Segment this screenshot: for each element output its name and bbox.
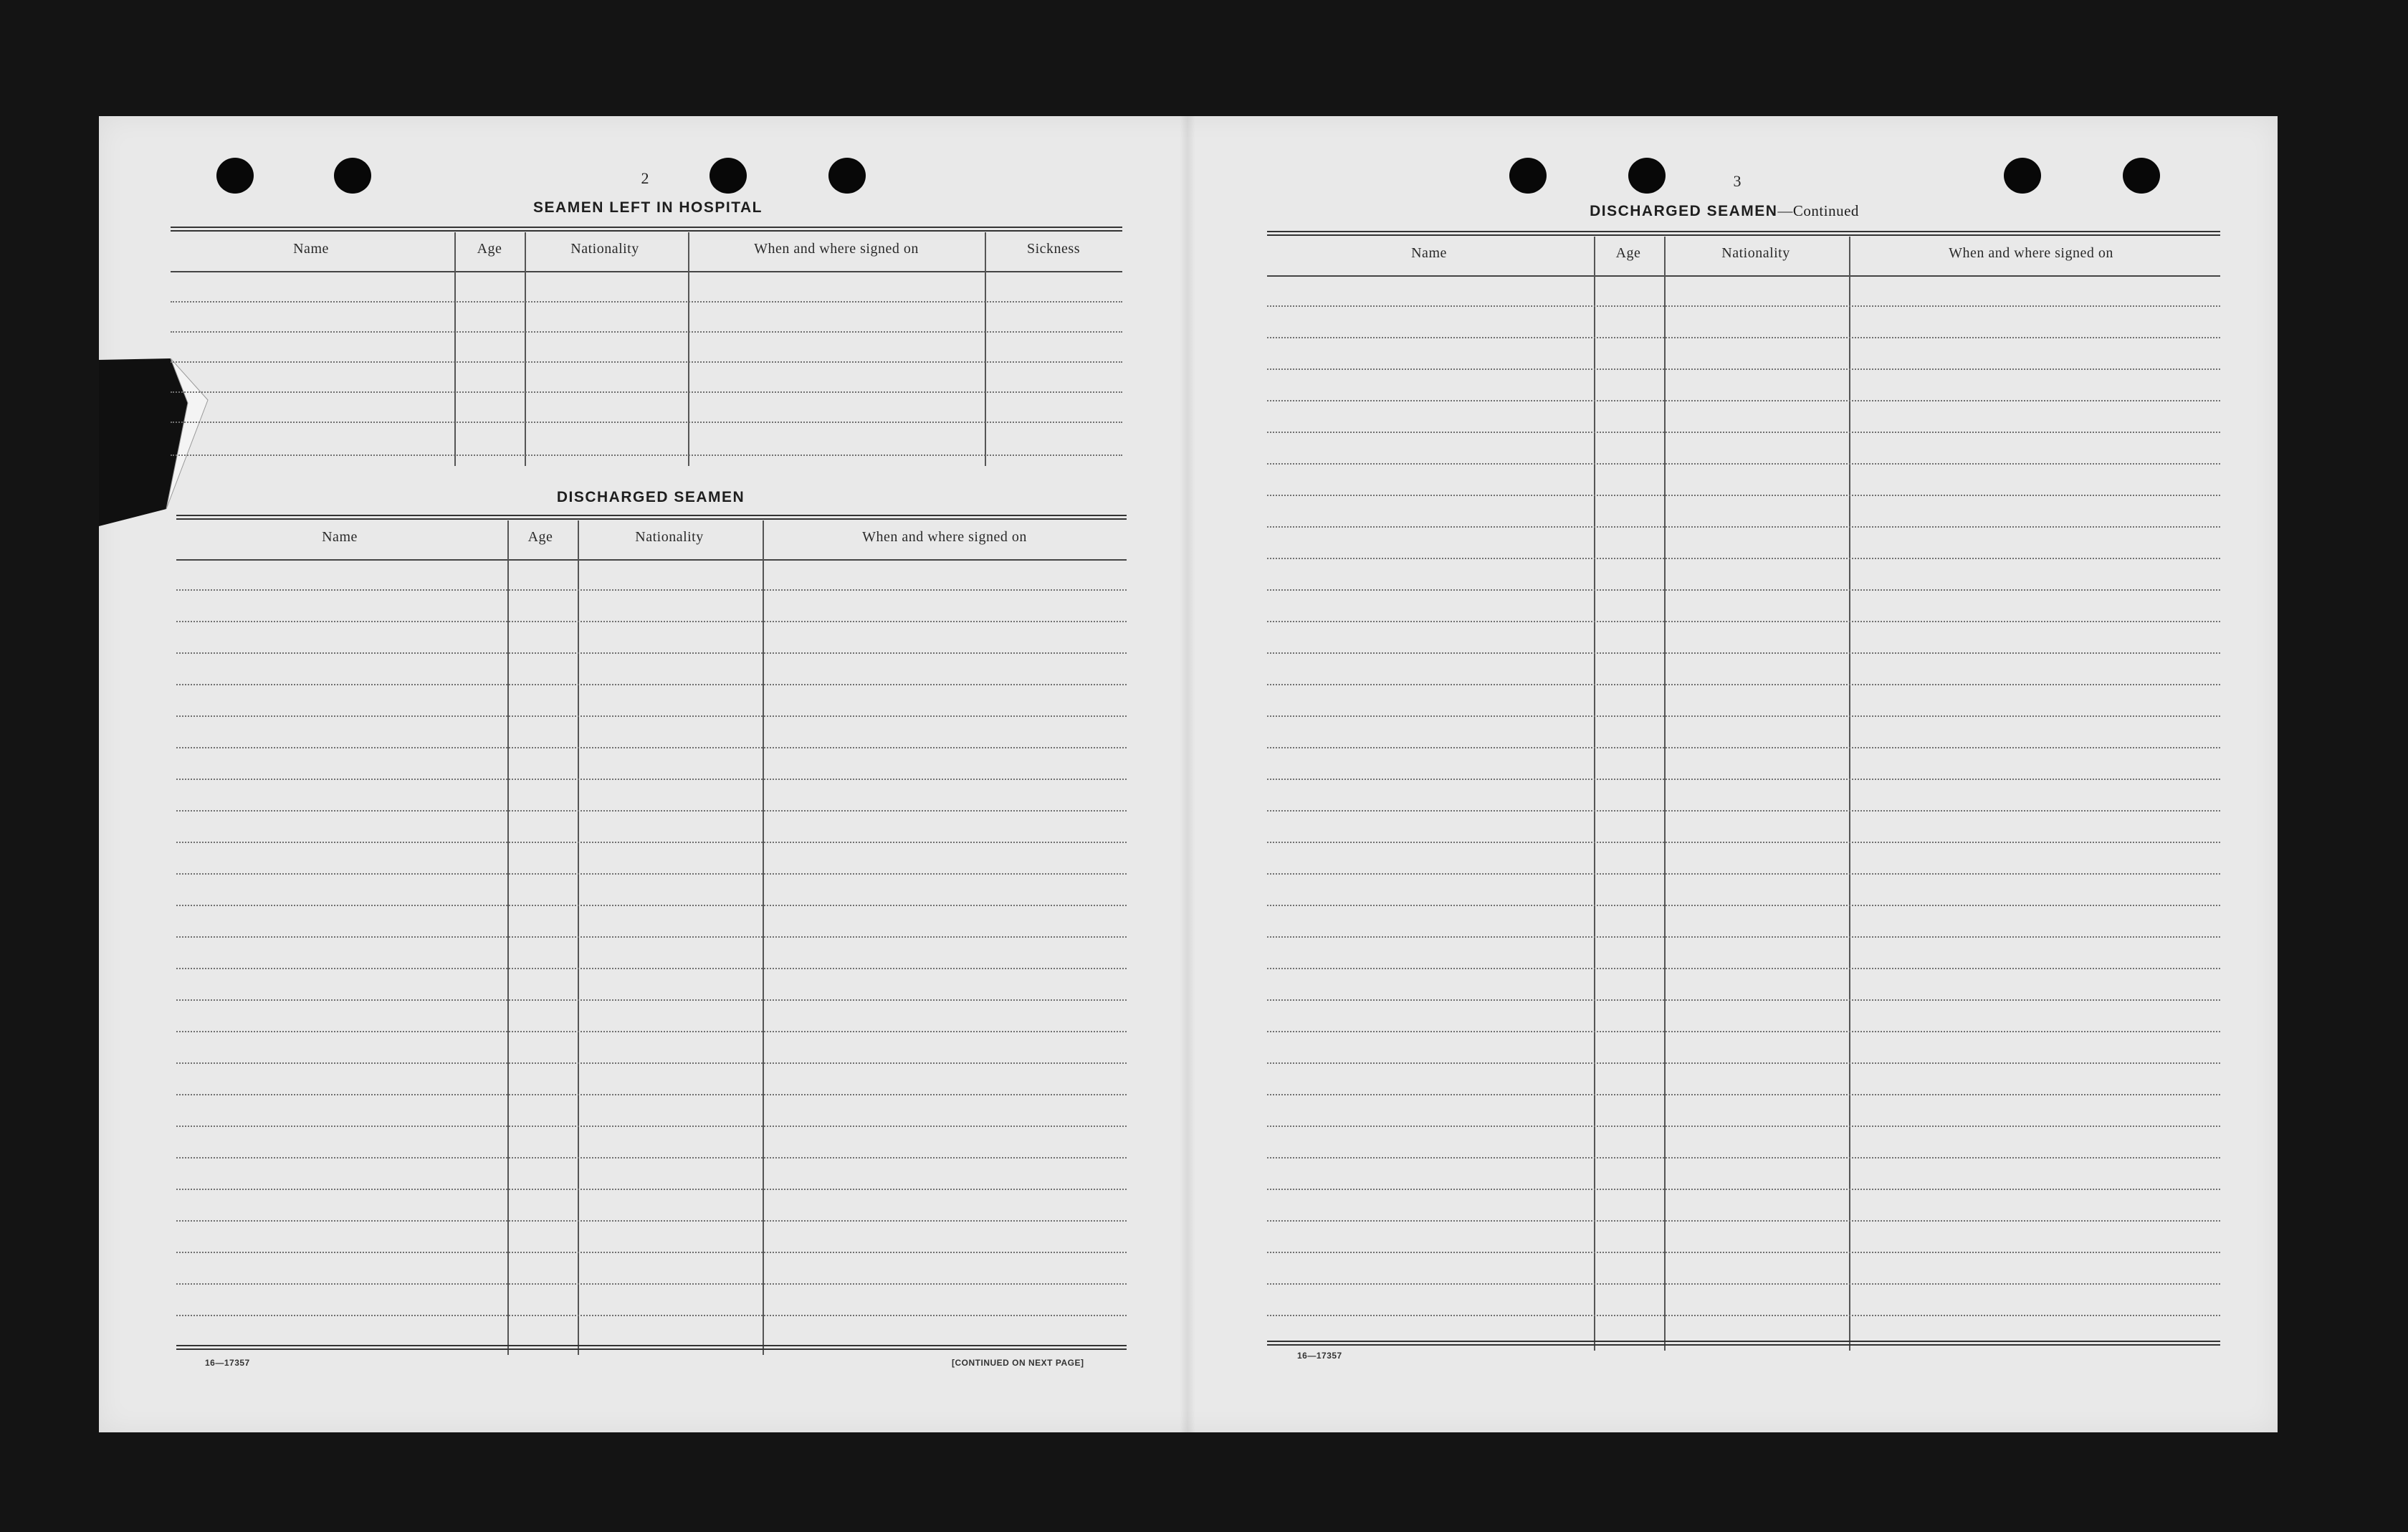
- hospital-table: [171, 227, 1122, 466]
- entry-line: [1267, 337, 2220, 338]
- column-header-age: Age: [1615, 245, 1641, 261]
- entry-line: [171, 301, 1122, 303]
- column-divider: [525, 232, 526, 466]
- entry-line: [1267, 905, 2220, 906]
- entry-line: [1267, 589, 2220, 591]
- punch-hole: [828, 158, 866, 194]
- header-underline: [176, 559, 1127, 561]
- column-header-nationality: Nationality: [635, 529, 704, 545]
- punch-hole: [334, 158, 371, 194]
- column-divider: [1849, 237, 1850, 1351]
- entry-line: [1267, 495, 2220, 496]
- column-header-age: Age: [477, 241, 502, 257]
- column-header-sickness: Sickness: [1027, 241, 1080, 257]
- column-divider: [454, 232, 456, 466]
- entry-line: [176, 968, 1127, 969]
- entry-line: [171, 422, 1122, 423]
- entry-line: [171, 455, 1122, 456]
- column-header-signed-on: When and where signed on: [862, 529, 1027, 545]
- discharged-table-left: [176, 515, 1127, 1355]
- entry-line: [176, 747, 1127, 748]
- table-top-rule: [171, 227, 1122, 232]
- table-top-rule: [176, 515, 1127, 520]
- punch-hole: [2004, 158, 2041, 194]
- entry-line: [1267, 999, 2220, 1001]
- form-number: 16—17357: [205, 1358, 250, 1368]
- entry-line: [1267, 1315, 2220, 1316]
- entry-line: [176, 684, 1127, 685]
- entry-line: [1267, 526, 2220, 528]
- entry-line: [176, 810, 1127, 812]
- entry-line: [1267, 305, 2220, 307]
- column-header-name: Name: [1411, 245, 1447, 261]
- entry-line: [176, 1126, 1127, 1127]
- header-underline: [1267, 275, 2220, 277]
- entry-line: [1267, 842, 2220, 843]
- table-bottom-rule: [176, 1345, 1127, 1350]
- punch-hole: [2123, 158, 2160, 194]
- discharged-title-text: DISCHARGED SEAMEN: [1590, 203, 1778, 219]
- column-header-nationality: Nationality: [1721, 245, 1790, 261]
- entry-line: [1267, 1220, 2220, 1222]
- entry-line: [171, 361, 1122, 363]
- entry-line: [1267, 432, 2220, 433]
- entry-line: [1267, 1031, 2220, 1032]
- column-divider: [985, 232, 986, 466]
- form-number: 16—17357: [1297, 1351, 1342, 1361]
- entry-line: [176, 873, 1127, 875]
- entry-line: [176, 779, 1127, 780]
- entry-line: [1267, 1094, 2220, 1095]
- punch-hole: [216, 158, 254, 194]
- column-divider: [1664, 237, 1666, 1351]
- continued-note: [CONTINUED ON NEXT PAGE]: [952, 1358, 1084, 1368]
- page-number: 3: [1733, 172, 1742, 190]
- continued-suffix: —Continued: [1777, 202, 1859, 219]
- column-header-signed-on: When and where signed on: [1949, 245, 2113, 261]
- entry-line: [1267, 684, 2220, 685]
- entry-line: [1267, 1252, 2220, 1253]
- column-divider: [507, 520, 509, 1355]
- entry-line: [1267, 715, 2220, 717]
- column-divider: [688, 232, 689, 466]
- entry-line: [1267, 1157, 2220, 1158]
- column-header-name: Name: [293, 241, 329, 257]
- entry-line: [176, 1220, 1127, 1222]
- entry-line: [1267, 400, 2220, 401]
- entry-line: [176, 715, 1127, 717]
- entry-line: [176, 1252, 1127, 1253]
- entry-line: [176, 1283, 1127, 1285]
- entry-line: [176, 1062, 1127, 1064]
- punch-hole: [1628, 158, 1666, 194]
- column-header-nationality: Nationality: [570, 241, 639, 257]
- entry-line: [1267, 1189, 2220, 1190]
- column-divider: [578, 520, 579, 1355]
- entry-line: [176, 652, 1127, 654]
- punch-hole: [710, 158, 747, 194]
- entry-line: [1267, 968, 2220, 969]
- header-underline: [171, 271, 1122, 272]
- entry-line: [1267, 621, 2220, 622]
- table-top-rule: [1267, 231, 2220, 236]
- entry-line: [1267, 652, 2220, 654]
- entry-line: [1267, 1283, 2220, 1285]
- page-number: 2: [641, 169, 649, 187]
- entry-line: [1267, 558, 2220, 559]
- discharged-section-title: DISCHARGED SEAMEN: [556, 489, 745, 505]
- entry-line: [171, 331, 1122, 333]
- entry-line: [176, 842, 1127, 843]
- entry-line: [1267, 1126, 2220, 1127]
- entry-line: [171, 391, 1122, 393]
- punch-hole: [1509, 158, 1547, 194]
- entry-line: [176, 1094, 1127, 1095]
- discharged-continued-title: [1590, 202, 1859, 220]
- open-ledger-spread: [99, 116, 2278, 1432]
- entry-line: [1267, 1062, 2220, 1064]
- column-divider: [1594, 237, 1595, 1351]
- entry-line: [1267, 873, 2220, 875]
- column-divider: [763, 520, 764, 1355]
- entry-line: [176, 1031, 1127, 1032]
- entry-line: [1267, 747, 2220, 748]
- entry-line: [176, 1315, 1127, 1316]
- column-header-name: Name: [322, 529, 358, 545]
- table-bottom-rule: [1267, 1341, 2220, 1346]
- entry-line: [176, 999, 1127, 1001]
- entry-line: [176, 621, 1127, 622]
- entry-line: [1267, 463, 2220, 465]
- discharged-table-right: [1267, 231, 2220, 1351]
- entry-line: [1267, 936, 2220, 938]
- column-header-signed-on: When and where signed on: [754, 241, 919, 257]
- entry-line: [1267, 810, 2220, 812]
- entry-line: [1267, 368, 2220, 370]
- column-header-age: Age: [527, 529, 553, 545]
- entry-line: [176, 936, 1127, 938]
- hospital-section-title: SEAMEN LEFT IN HOSPITAL: [533, 199, 763, 216]
- center-fold: [1180, 116, 1195, 1432]
- entry-line: [176, 1157, 1127, 1158]
- entry-line: [176, 589, 1127, 591]
- entry-line: [176, 1189, 1127, 1190]
- entry-line: [176, 905, 1127, 906]
- entry-line: [1267, 779, 2220, 780]
